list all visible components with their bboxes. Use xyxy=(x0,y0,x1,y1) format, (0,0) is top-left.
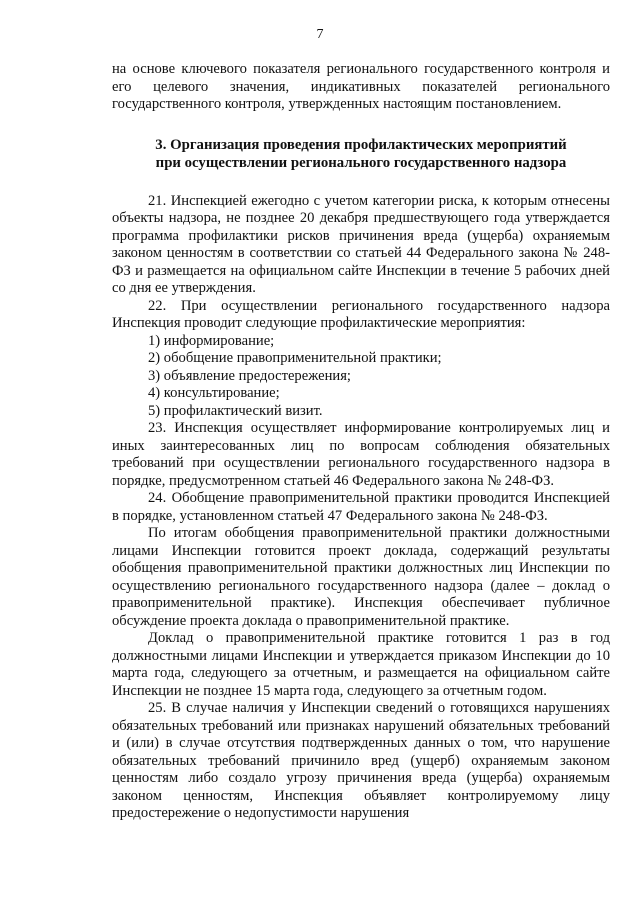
section-heading xyxy=(112,136,610,173)
list-item: 4) консультирование; xyxy=(148,385,280,401)
paragraph-24-a: По итогам обобщения правоприменительной практики должностными лицами Инспекции готовится проект доклада, содержащий результаты обобщения правоприменительной практики должностных лиц Инспекции по осуществлению регионального государственного надзора (далее – доклад о правоприменительной практике). Инспекция обеспечивает публичное обсуждение проекта доклада о правоприменительной практике. xyxy=(112,525,610,629)
paragraph-21: 21. Инспекцией ежегодно с учетом категории риска, к которым отнесены объекты надзора, не позднее 20 декабря предшествующего года утверждается программа профилактики рисков причинения вреда (ущерба) охраняемым законом ценностям в соответствии со статьей 44 Федерального закона № 248-ФЗ и размещается на официальном сайте Инспекции в течение 5 рабочих дней со дня ее утверждения. xyxy=(112,192,610,296)
paragraph-24: 24. Обобщение правоприменительной практики проводится Инспекцией в порядке, установленном статьей 47 Федерального закона № 248-ФЗ. xyxy=(112,490,610,524)
document-body xyxy=(112,61,610,823)
list-item: 5) профилактический визит. xyxy=(148,402,323,419)
list-item: 3) объявление предостережения; xyxy=(148,367,351,384)
section-heading-line1: 3. Организация проведения профилактических мероприятий xyxy=(155,136,567,153)
paragraph-22: 22. При осуществлении регионального государственного надзора Инспекция проводит следующие профилактические мероприятия: xyxy=(112,297,610,331)
paragraph-25: 25. В случае наличия у Инспекции сведений о готовящихся нарушениях обязательных требований или признаках нарушений обязательных требований и (или) в случае отсутствия подтвержденных данных о том, что нарушение обязательных требований причинило вред (ущерб) охраняемым законом ценностям либо создало угрозу причинения вреда (ущерба) охраняемым законом ценностям, Инспекция объявляет контролируемому лицу предостережение о недопустимости нарушения xyxy=(112,700,610,821)
list-item: 2) обобщение правоприменительной практики; xyxy=(148,350,442,366)
intro-paragraph: на основе ключевого показателя регионального государственного контроля и его целевого значения, индикативных показателей регионального государственного контроля, утвержденных настоящим постановлением. xyxy=(112,61,610,112)
list-item: 1) информирование; xyxy=(148,332,275,349)
paragraph-24-b: Доклад о правоприменительной практике готовится 1 раз в год должностными лицами Инспекции и утверждается приказом Инспекции до 10 марта года, следующего за отчетным, и размещается на официальном сайте Инспекции не позднее 15 марта года, следующего за отчетным годом. xyxy=(112,630,610,699)
page-number: 7 xyxy=(316,27,324,42)
paragraph-23: 23. Инспекция осуществляет информирование контролируемых лиц и иных заинтересованных лиц по вопросам соблюдения обязательных требований при осуществлении регионального государственного надзора в порядке, предусмотренном статьей 46 Федерального закона № 248-ФЗ. xyxy=(112,420,610,489)
section-heading-line2: при осуществлении регионального государственного надзора xyxy=(155,155,567,171)
